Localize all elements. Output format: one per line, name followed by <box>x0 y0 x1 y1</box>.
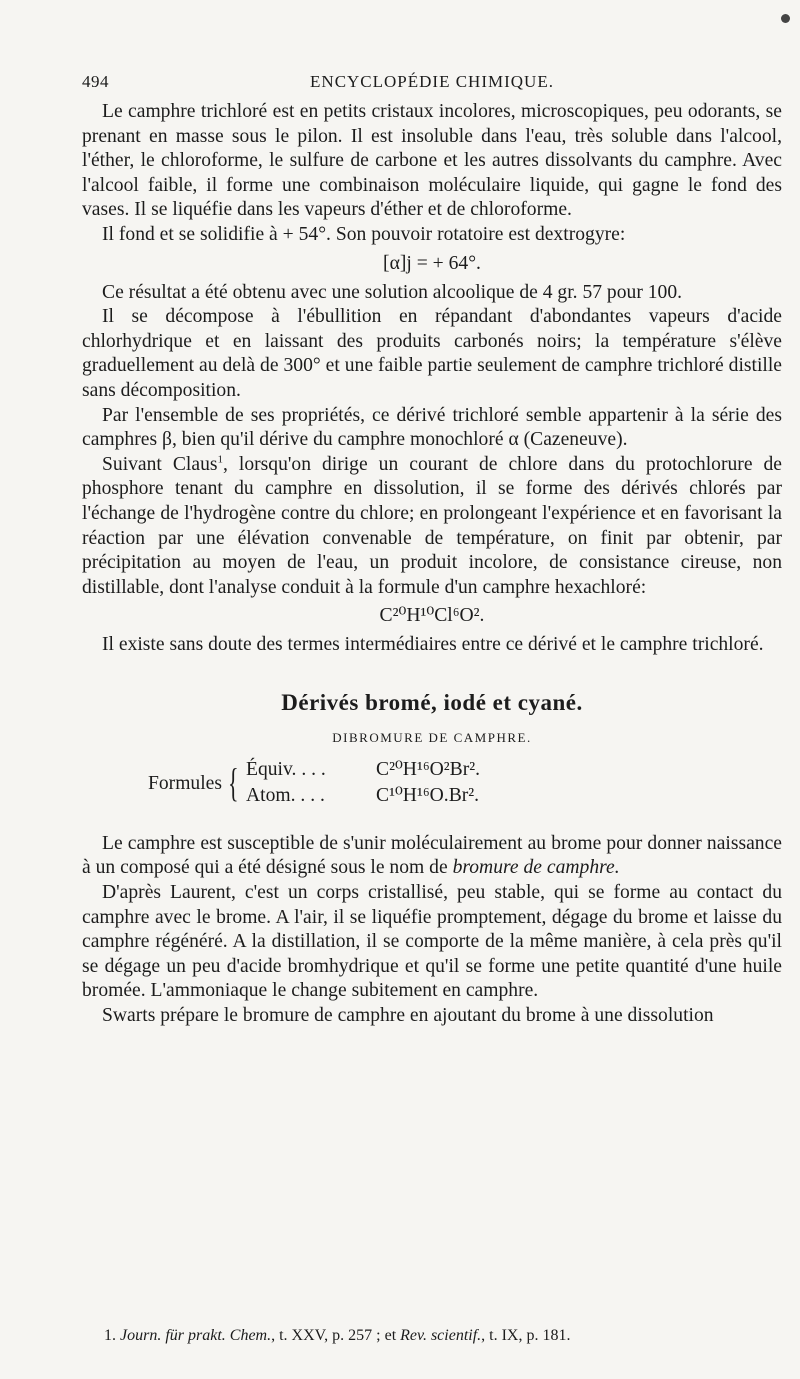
body-text <box>82 100 782 1029</box>
paragraph: D'après Laurent, c'est un corps cristallisé, peu stable, qui se forme au contact du camphre avec le brome. A l'air, il se liquéfie promptement, dégage du brome et laisse du camphre régénéré. A la distillation, il se comporte de la même manière, à cela près qu'il se dégage un peu d'acide bromhydrique et qu'il se forme une petite quantité d'une huile bromée. L'ammoniaque le change subitement en camphre. <box>82 882 782 1002</box>
section-title: Dérivés bromé, iodé et cyané. <box>281 689 583 715</box>
footnote-text: , t. XXV, p. 257 ; et <box>271 1327 401 1344</box>
formulas-block <box>82 758 782 814</box>
footnote-review: Rev. scientif. <box>400 1327 482 1344</box>
formula-row <box>246 784 726 809</box>
paragraph: Par l'ensemble de ses propriétés, ce dérivé trichloré semble appartenir à la série des camphres β, bien qu'il dérive du camphre monochloré α (Cazeneuve). <box>82 404 782 451</box>
formula-rotatory-power: [α]j = + 64°. <box>383 252 481 274</box>
paragraph: Le camphre trichloré est en petits cristaux incolores, microscopiques, peu odorants, se prenant en masse sous le pilon. Il est insoluble dans l'eau, très soluble dans l'alcool, l'éther, le chloroforme, le sulfure de carbone et les autres dissolvants du camphre. Avec l'alcool faible, il forme une combinaison moléculaire liquide, qui gagne le fond des vases. Il se liquéfie dans les vapeurs d'éther et de chloroforme. <box>82 101 782 221</box>
italic-term: bromure de camphre. <box>452 857 620 879</box>
formula-hexachloro: C²⁰H¹⁰Cl⁶O². <box>379 605 485 627</box>
paragraph: Swarts prépare le bromure de camphre en ajoutant du brome à une dissolution <box>102 1005 714 1027</box>
paragraph-text: Le camphre est susceptible de s'unir moléculairement au brome pour donner naissance à un composé qui a été désigné sous le nom de <box>82 832 782 879</box>
formula-row <box>246 758 726 783</box>
paragraph-text: Suivant Claus <box>102 453 218 475</box>
paragraph: Il existe sans doute des termes intermédiaires entre ce dérivé et le camphre trichloré. <box>102 634 764 656</box>
paragraph <box>82 832 782 881</box>
page-mark-dot <box>781 14 790 23</box>
paragraph <box>82 453 782 601</box>
formula-row-label: Atom. . . . <box>246 784 325 806</box>
running-title: ENCYCLOPÉDIE CHIMIQUE. <box>310 72 554 91</box>
footnote-ref: 1 <box>217 453 223 466</box>
brace-glyph: { <box>228 759 239 805</box>
formula-row-value: C²⁰H¹⁶O²Br². <box>376 758 481 780</box>
formula-row-label: Équiv. . . . <box>246 758 326 780</box>
page-number: 494 <box>82 72 109 91</box>
footnote-number: 1. <box>104 1327 116 1344</box>
paragraph: Il fond et se solidifie à + 54°. Son pouvoir rotatoire est dextrogyre: <box>102 223 626 245</box>
footnote-text-end: , t. IX, p. 181. <box>481 1327 571 1344</box>
paragraph: Ce résultat a été obtenu avec une solution alcoolique de 4 gr. 57 pour 100. <box>102 281 683 303</box>
section-subtitle: DIBROMURE DE CAMPHRE. <box>332 729 532 745</box>
footnote <box>104 1326 570 1346</box>
formula-row-value: C¹⁰H¹⁶O.Br². <box>376 784 480 806</box>
paragraph-text: , lorsqu'on dirige un courant de chlore dans du protochlorure de phosphore tenant du camphre en dissolution, il se forme des dérivés chlorés par l'échange de l'hydrogène contre du chlore; en prolongeant l'expérience et en favorisant la réaction par une élévation convenable de température, on finit par obtenir, par précipitation au moyen de l'eau, un produit incolore, de consistance cireuse, non distillable, dont l'analyse conduit à la formule d'un camphre hexachloré: <box>82 453 782 598</box>
running-header <box>82 72 782 98</box>
footnote-journal: Journ. für prakt. Chem. <box>120 1327 272 1344</box>
formulas-label: Formules <box>147 772 222 794</box>
paragraph: Il se décompose à l'ébullition en répandant d'abondantes vapeurs d'acide chlorhydrique et en laissant des produits carbonés noirs; la température s'élève graduellement au delà de 300° et une faible partie seulement de camphre trichloré distille sans décomposition. <box>82 306 782 401</box>
